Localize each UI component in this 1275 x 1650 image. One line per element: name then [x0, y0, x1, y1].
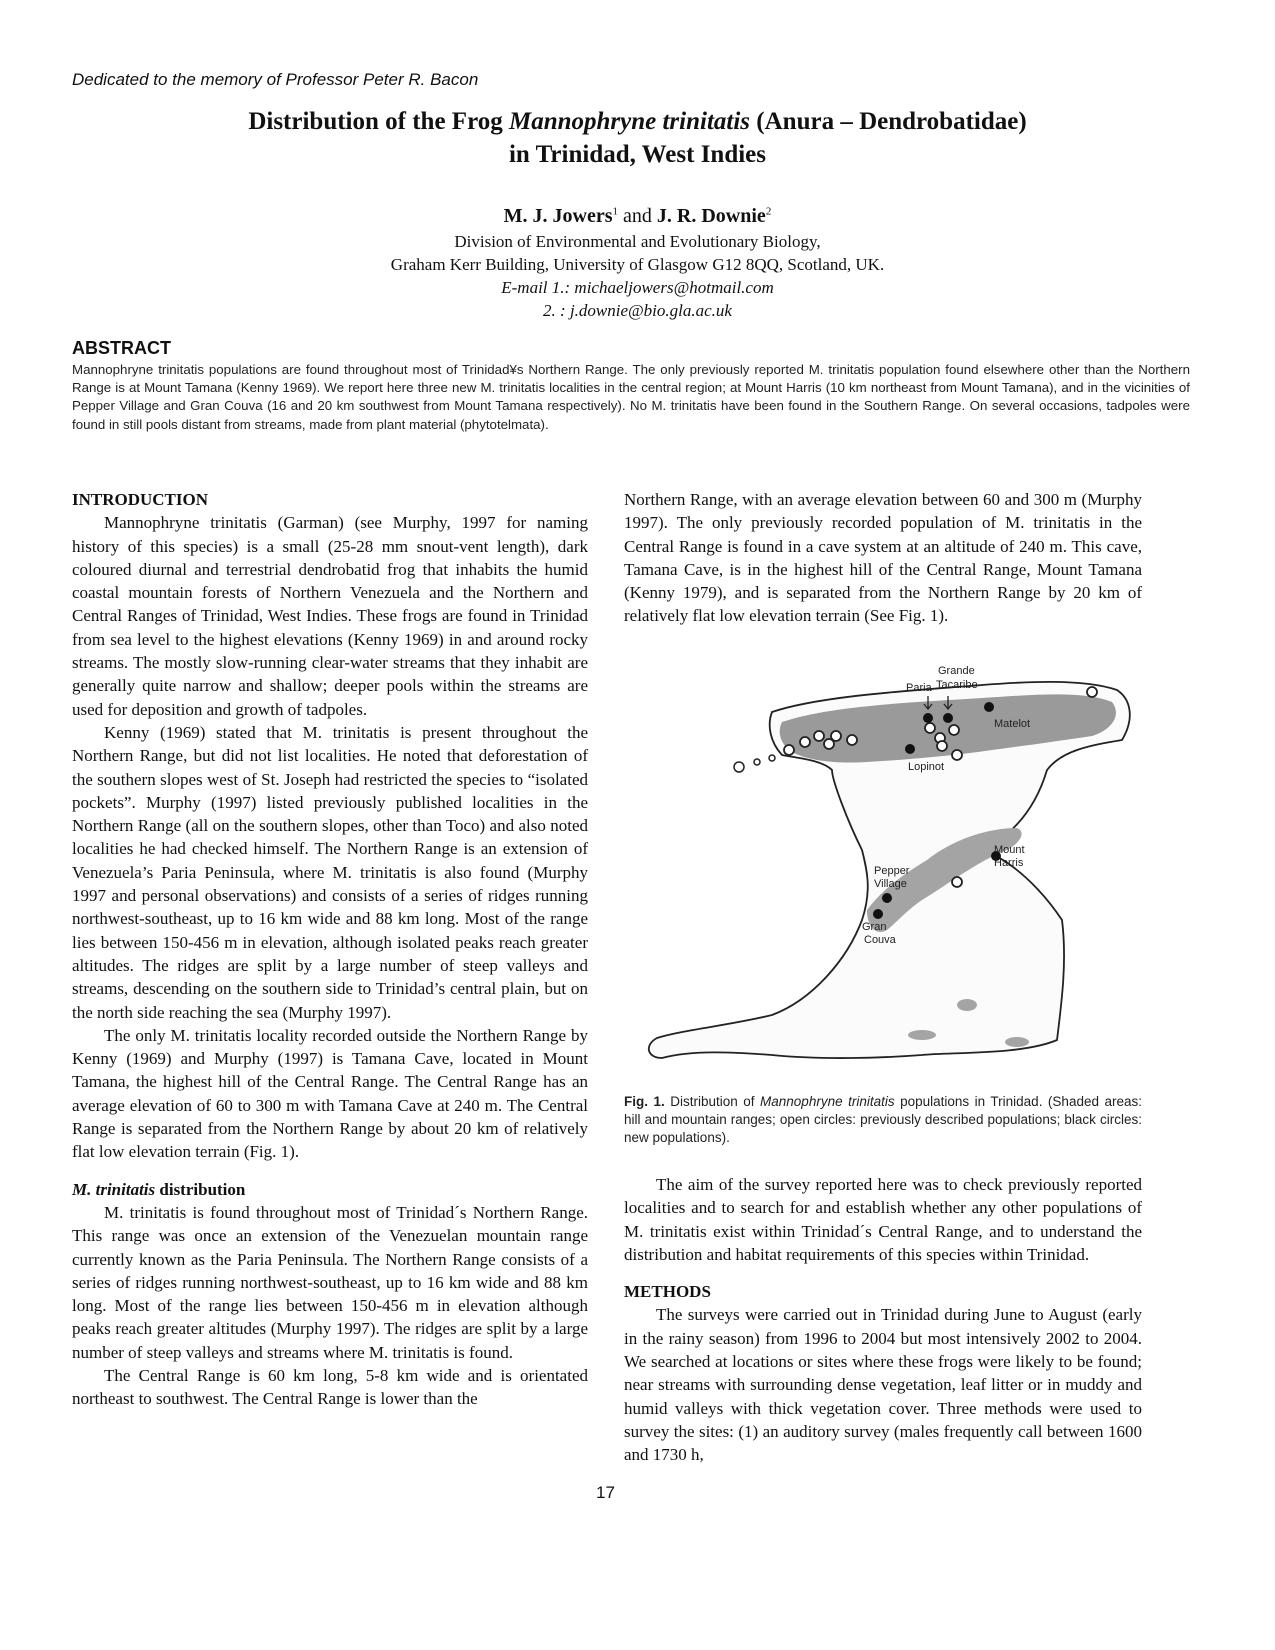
title-part2: (Anura – Dendrobatidae)	[750, 108, 1027, 135]
left-column	[72, 488, 588, 1411]
intro-paragraph-2: Kenny (1969) stated that M. trinitatis is present throughout the Northern Range, but did not list localities. He noted that deforestation of the southern slopes west of St. Joseph had restricted the species to “isolated pockets”. Murphy (1997) listed previously published localities in the Northern Range (all on the southern slopes, other than Toco) and also noted localities he had checked himself. The Northern Range is an extension of Venezuela’s Paria Peninsula, where M. trinitatis is also found (Murphy 1997 and personal observations) and consists of a series of ridges running northwest-southeast, up to 16 km wide and 88 km long. Most of the range lies between 150-456 m in elevation, although isolated peaks reach greater altitudes. The ridges are split by a large number of steep valleys and streams, descending on the southern side to Trinidad’s central plain, but on the north side reaching the sea (Murphy 1997).	[72, 722, 588, 1022]
methods-heading: METHODS	[624, 1282, 711, 1302]
affiliation-line1: Division of Environmental and Evolutionary Biology,	[454, 232, 821, 251]
label-matelot: Matelot	[994, 718, 1031, 730]
right-column-top	[624, 488, 1142, 628]
label-grande: Grande	[938, 665, 975, 677]
intro-paragraph-3: The only M. trinitatis locality recorded outside the Northern Range by Kenny (1969) and Murphy (1997) is Tamana Cave, located in Mount Tamana, the highest hill of the Central Range. The Central Range has an average elevation of 60 to 300 m with Tamana Cave at 240 m. The Central Range is separated from the Northern Range by about 20 km of relatively flat low elevation terrain (Fig. 1).	[72, 1025, 588, 1162]
label-couva: Couva	[864, 934, 896, 946]
label-village: Village	[874, 878, 907, 890]
email-1: E-mail 1.: michaeljowers@hotmail.com	[501, 278, 774, 297]
right-column-bottom	[624, 1173, 1142, 1467]
authors	[0, 205, 1275, 228]
previous-population-marker	[949, 725, 959, 735]
introduction-heading: INTRODUCTION	[72, 490, 209, 509]
right-paragraph-1: Northern Range, with an average elevation between 60 and 300 m (Murphy 1997). The only previously recorded population of M. trinitatis in the Central Range is found in a cave system at an altitude of 240 m. This cave, Tamana Cave, is in the highest hill of the Central Range, Mount Tamana (Kenny 1979), and is separated from the Northern Range by 20 km of relatively flat low elevation terrain (See Fig. 1).	[624, 490, 1142, 626]
label-harris: Harris	[994, 857, 1024, 869]
label-paria: Paria	[906, 682, 932, 694]
label-gran: Gran	[862, 921, 887, 933]
label-pepper: Pepper	[874, 865, 910, 877]
authors-and: and	[618, 205, 657, 227]
figure-caption: Fig. 1. Distribution of Mannophryne trinitatis populations in Trinidad. (Shaded areas: hill and mountain ranges; open circles: previously described populations; black circles: new populations).	[624, 1094, 1142, 1145]
new-population-marker	[923, 713, 933, 723]
previous-population-marker	[937, 741, 947, 751]
new-population-marker	[882, 893, 892, 903]
affiliation-line2: Graham Kerr Building, University of Glasgow G12 8QQ, Scotland, UK.	[390, 255, 885, 274]
title-part1: Distribution of the Frog	[248, 108, 509, 135]
email-2: 2. : j.downie@bio.gla.ac.uk	[543, 301, 732, 320]
right-paragraph-2: The aim of the survey reported here was to check previously reported localities and to search for and establish whether any other populations of M. trinitatis exist within Trinidad´s Central Range, and to understand the distribution and habitat requirements of this species within Trinidad.	[624, 1175, 1142, 1264]
previous-population-marker	[831, 731, 841, 741]
distribution-paragraph-1: M. trinitatis is found throughout most of Trinidad´s Northern Range. This range was once an extension of the Venezuelan mountain range currently known as the Paria Peninsula. The Northern Range consists of a series of ridges running northwest-southeast, up to 16 km wide and 88 km long. Most of the range lies between 150-456 m in elevation although peaks reach greater altitudes (Murphy 1997). The ridges are split by a large number of steep valleys and streams where M. trinitatis is found.	[72, 1202, 588, 1362]
previous-population-marker	[784, 745, 794, 755]
previous-population-marker	[814, 731, 824, 741]
title-species: Mannophryne trinitatis	[508, 108, 751, 135]
previous-population-marker	[800, 737, 810, 747]
label-tacaribe: Tacaribe	[936, 679, 978, 691]
abstract-text: Mannophryne trinitatis populations are found throughout most of Trinidad¥s Northern Range. The only previously reported M. trinitatis population found elsewhere other than the Northern Range is at Mount Tamana (Kenny 1969). We report here three new M. trinitatis localities in the central region; at Mount Harris (10 km northeast from Mount Tamana), and in the vicinities of Pepper Village and Gran Couva (16 and 20 km southwest from Mount Tamana respectively). No M. trinitatis have been found in the Southern Range. On several occasions, tadpoles were found in still pools distant from streams, made from plant material (phytotelmata).	[72, 362, 1190, 432]
abstract-heading: ABSTRACT	[72, 338, 171, 358]
author-2-sup: 2	[765, 205, 772, 218]
title-line2: in Trinidad, West Indies	[508, 141, 767, 168]
new-population-marker	[984, 702, 994, 712]
distribution-heading: M. trinitatis distribution	[72, 1179, 246, 1199]
previous-population-marker	[847, 735, 857, 745]
previous-population-marker	[952, 750, 962, 760]
distribution-paragraph-2: The Central Range is 60 km long, 5-8 km wide and is orientated northeast to southwest. The Central Range is lower than the	[72, 1365, 588, 1409]
author-1-sup: 1	[612, 205, 619, 218]
page-number: 17	[596, 1483, 615, 1502]
new-population-marker	[905, 744, 915, 754]
previous-population-marker	[925, 723, 935, 733]
label-mount: Mount	[994, 844, 1025, 856]
author-1: M. J. Jowers	[503, 205, 613, 227]
label-lopinot: Lopinot	[908, 761, 945, 773]
new-population-marker	[943, 713, 953, 723]
previous-population-marker	[952, 877, 962, 887]
new-population-marker	[873, 909, 883, 919]
paper-title	[100, 105, 1175, 171]
dedication: Dedicated to the memory of Professor Peter R. Bacon	[72, 70, 479, 89]
intro-paragraph-1: Mannophryne trinitatis (Garman) (see Murphy, 1997 for naming history of this species) is a small (25-28 mm snout-vent length), dark coloured diurnal and terrestrial dendrobatid frog that inhabits the humid coastal mountain forests of Northern Venezuela and the Northern and Central Ranges of Trinidad, West Indies. These frogs are found in Trinidad from sea level to the highest elevations (Kenny 1969) in and around rocky streams. The mostly slow-running clear-water streams that they inhabit are generally quite narrow and shallow; deeper pools within the streams are used for deposition and growth of tadpoles.	[72, 513, 588, 719]
previous-population-marker	[1087, 687, 1097, 697]
author-2: J. R. Downie	[656, 205, 766, 227]
methods-paragraph: The surveys were carried out in Trinidad during June to August (early in the rainy season) from 1996 to 2004 but most intensively 2002 to 2004. We searched at locations or sites where these frogs were likely to be found; near streams with surrounding dense vegetation, leaf litter or in muddy and humid valleys with thick vegetation cover. Three methods were used to survey the sites: (1) an auditory survey (males frequently call between 1600 and 1730 h,	[624, 1305, 1142, 1465]
trinidad-map-figure	[622, 660, 1144, 1078]
